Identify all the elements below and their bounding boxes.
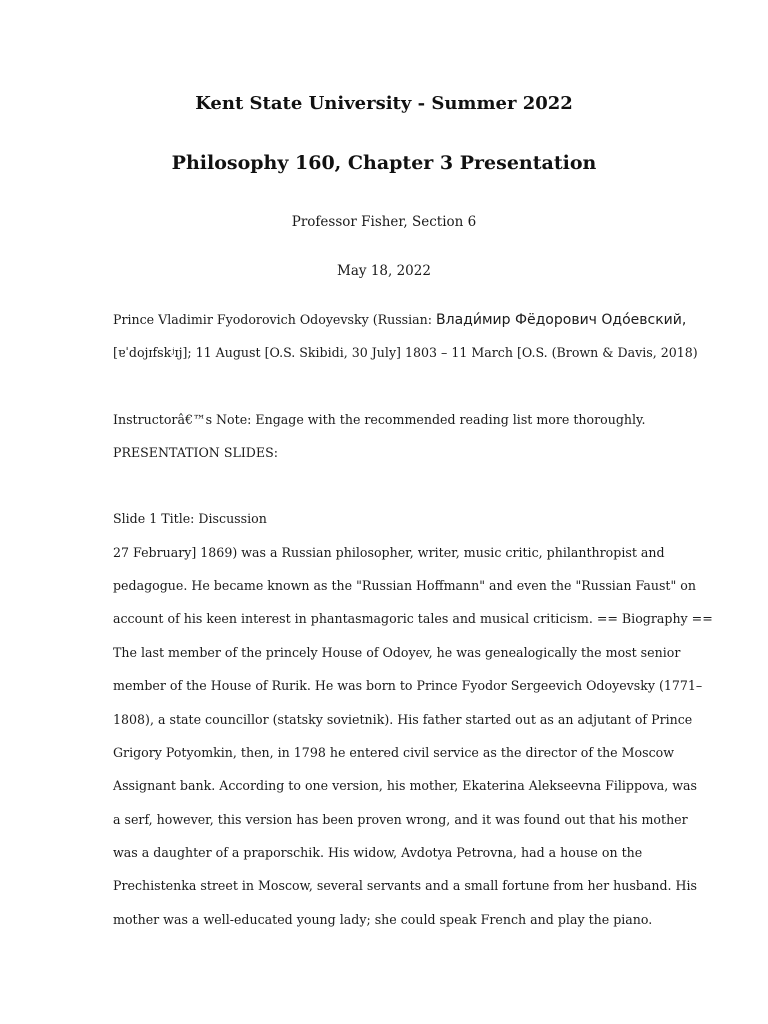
body-line: Grigory Potyomkin, then, in 1798 he entered civil service as the director of the Moscow — [113, 745, 674, 760]
russian-name: Влади́мир Фёдорович Одо́евский, — [436, 312, 687, 328]
body-line: The last member of the princely House of Odoyev, he was genealogically the most senior — [113, 645, 681, 660]
slides-heading: PRESENTATION SLIDES: — [113, 445, 278, 460]
instructor-note: Instructorâ€™s Note: Engage with the recommended reading list more thoroughly. — [113, 412, 646, 427]
body-line: 1808), a state councillor (statsky sovietnik). His father started out as an adjutant of Prince — [113, 712, 693, 727]
body-line: Prechistenka street in Moscow, several servants and a small fortune from her husband. His — [113, 878, 698, 893]
intro-prefix: Prince Vladimir Fyodorovich Odoyevsky (Russian: — [113, 312, 437, 327]
date-line: May 18, 2022 — [337, 263, 431, 279]
professor-line: Professor Fisher, Section 6 — [291, 214, 477, 230]
body-line: mother was a well-educated young lady; she could speak French and play the piano. — [113, 912, 653, 927]
body-line: pedagogue. He became known as the "Russian Hoffmann" and even the "Russian Faust" on — [113, 578, 696, 593]
university-heading: Kent State University - Summer 2022 — [195, 93, 573, 114]
slide-1-title: Slide 1 Title: Discussion — [113, 511, 267, 526]
body-line: was a daughter of a praporschik. His widow, Avdotya Petrovna, had a house on the — [113, 845, 643, 860]
course-title: Philosophy 160, Chapter 3 Presentation — [171, 152, 597, 174]
body-line: Assignant bank. According to one version, his mother, Ekaterina Alekseevna Filippova, was — [113, 778, 697, 793]
intro-line-2: [ɐˈdojɪfskʲɪj]; 11 August [O.S. Skibidi, 30 July] 1803 – 11 March [O.S. (Brown & Davis, 2018) — [113, 345, 698, 360]
body-line: 27 February] 1869) was a Russian philosopher, writer, music critic, philanthropist and — [113, 545, 665, 560]
body-line: a serf, however, this version has been proven wrong, and it was found out that his mother — [113, 812, 688, 827]
intro-line-1 — [113, 311, 686, 329]
body-line: account of his keen interest in phantasmagoric tales and musical criticism. == Biography == — [113, 611, 713, 626]
body-line: member of the House of Rurik. He was born to Prince Fyodor Sergeevich Odoyevsky (1771– — [113, 678, 703, 693]
